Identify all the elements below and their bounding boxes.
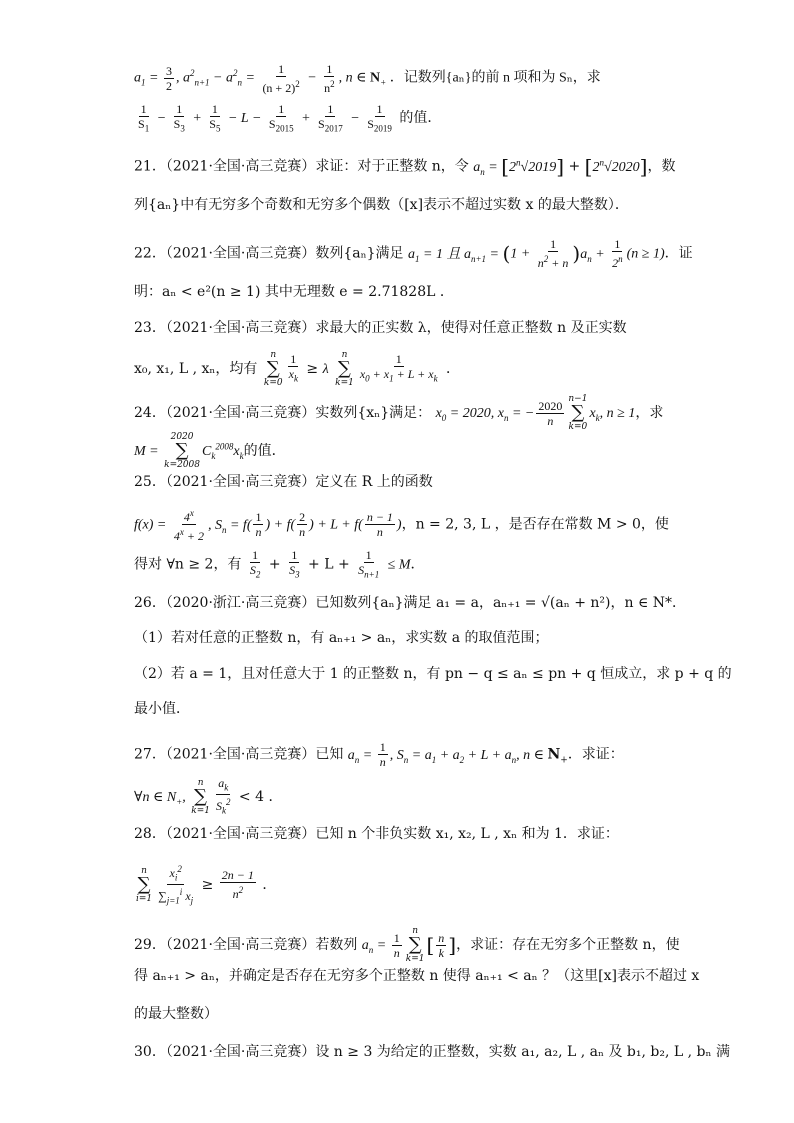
problem-20-line-1: $a_1$ = $\frac{3}{2}$ , $a^2_{n+1} - a^2_n$ = $\frac{1}{(n + 2)^2}$ − $\frac{1}{n^2}$ , n ∈ $N_+$ ．记数列{aₙ}的前 n 项和为 Sₙ，求	[134, 62, 601, 95]
problem-20-tail: 的值．	[399, 110, 442, 126]
problem-27-line-2: ∀n ∈ $N_+$, n ∑ k=1 $\frac{a_k}{S_k^2}$ < 4 ．	[134, 776, 283, 816]
problem-23-line-2: x₀, x₁, L , xₙ，均有 n ∑ k=0 $\frac{1}{x_k}$ ≥ λ n ∑ k=1 $\frac{1}{x_0 + x_1 + L + x_k}$ ．	[134, 350, 461, 388]
problem-29-line-3: 的最大整数）	[134, 1006, 218, 1022]
problem-21-line-2: 列{aₙ}中有无穷多个奇数和无穷多个偶数（[x]表示不超过实数 x 的最大整数）．	[134, 197, 629, 213]
problem-26-line-1: 26．（2020·浙江·高三竞赛）已知数列{aₙ}满足 a₁ = a，aₙ₊₁ = √(aₙ + n²)，n ∈ N*．	[134, 595, 687, 611]
problem-29-line-2: 得 aₙ₊₁ > aₙ，并确定是否存在无穷多个正整数 n 使得 aₙ₊₁ < aₙ ？（这里[x]表示不超过 x	[134, 968, 700, 984]
problem-21-line-1: 21．（2021·全国·高三竞赛）求证：对于正整数 n，令 $a_n = [2^n√2019] + [2^n√2020]$，数	[134, 154, 676, 179]
problem-25-line-3: 得对 ∀n ≥ 2，有 $\frac{1}{S_2}$ + $\frac{1}{S_3}$ + L + $\frac{1}{S_{n+1}}$ ≤ M．	[134, 548, 425, 580]
problem-25-line-1: 25．（2021·全国·高三竞赛）定义在 R 上的函数	[134, 474, 433, 490]
problem-23-line-1: 23．（2021·全国·高三竞赛）求最大的正实数 λ，使得对任意正整数 n 及正实数	[134, 320, 627, 336]
problem-26-line-2: （1）若对任意的正整数 n，有 aₙ₊₁ > aₙ，求实数 a 的取值范围；	[134, 630, 549, 646]
problem-24-line-2: M = 2020 ∑ k=2008 $C_k^{2008}x_k$的值．	[134, 432, 286, 470]
problem-22-line-2: 明：aₙ < e²(n ≥ 1) 其中无理数 e = 2.71828L ．	[134, 284, 454, 300]
problem-20-line-2: $\frac{1}{S_1}$ − $\frac{1}{S_3}$ + $\frac{1}{S_5}$ − L − $\frac{1}{S_{2015}}$ + $\frac{1}{S_{2017}}$ − $\frac{1}{S_{2019}}$ 的值．	[138, 102, 442, 134]
problem-28-line-2: n ∑ i=1 $\frac{x_i^2}{\sum_{j=1}^i x_j}$ ≥ $\frac{2n - 1}{n^2}$ ．	[136, 864, 277, 906]
problem-26-line-4: 最小值．	[134, 701, 190, 717]
problem-24-line-1: 24．（2021·全国·高三竞赛）实数列{xₙ}满足： $x_0 = 2020$, $x_n$ = − $\frac{2020}{n}$ n−1 ∑ k=0 $x_k$, n ≥ 1，求	[134, 394, 664, 432]
problem-30-line-1: 30．（2021·全国·高三竞赛）设 n ≥ 3 为给定的正整数，实数 a₁, a₂, L , aₙ 及 b₁, b₂, L , bₙ 满	[134, 1044, 730, 1060]
problem-20-text: ．记数列{aₙ}的前 n 项和为 Sₙ，求	[389, 70, 601, 86]
problem-29-line-1: 29．（2021·全国·高三竞赛）若数列 $a_n$ = $\frac{1}{n}$ n ∑ k=1 [ $\frac{n}{k}$ ]，求证：存在无穷多个正整数 n，使	[134, 926, 680, 964]
problem-28-line-1: 28．（2021·全国·高三竞赛）已知 n 个非负实数 x₁, x₂, L , xₙ 和为 1．求证：	[134, 826, 619, 842]
problem-22-line-1: 22．（2021·全国·高三竞赛）数列{aₙ}满足 $a_1 = 1$ 且 $a_{n+1} = (1$ + $\frac{1}{n^2 + n}$ )$a_n$ + $\frac{1}{2^n}$ (n ≥ 1)．证	[134, 237, 693, 270]
problem-26-line-3: （2）若 a = 1，且对任意大于 1 的正整数 n，有 pn − q ≤ aₙ ≤ pn + q 恒成立，求 p + q 的	[134, 666, 732, 682]
problem-27-line-1: 27．（2021·全国·高三竞赛）已知 $a_n$ = $\frac{1}{n}$ , $S_n = a_1 + a_2 + L + a_n$, n ∈ $N_+$．求证：	[134, 740, 624, 769]
problem-25-line-2: f(x) = $\frac{4^x}{4^x + 2}$ , $S_n = f$( $\frac{1}{n}$ ) + f( $\frac{2}{n}$ ) + L + f( $\frac{n - 1}{n}$ )，n = 2, 3, L ，是否存在常数 M > 0，使	[134, 508, 669, 543]
